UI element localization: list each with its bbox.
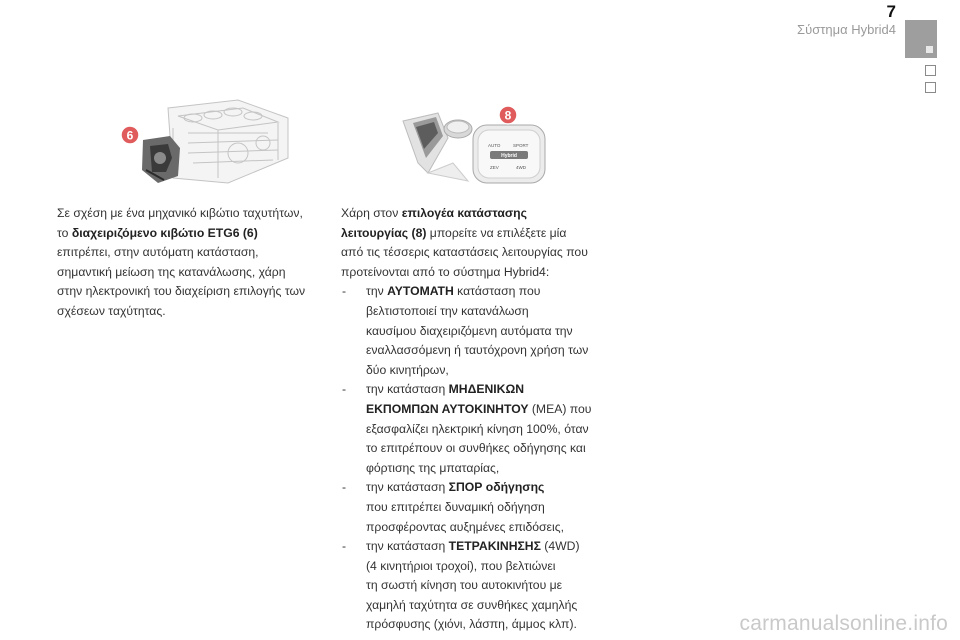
- badge-6-icon: [121, 126, 139, 144]
- intro-line-2: λειτουργίας (8) μπορείτε να επιλέξετε μία: [341, 225, 567, 240]
- engine-gearbox-illustration: [118, 98, 298, 193]
- item1-line-1: την ΑΥΤΟΜΑΤΗ κατάσταση που: [366, 284, 541, 299]
- list-item-zev: [341, 380, 631, 478]
- item4-line-3: τη σωστή κίνηση του αυτοκινήτου με: [366, 578, 563, 593]
- item3-line-3: προσφέροντας αυξημένες επιδόσεις,: [366, 519, 564, 534]
- item4-line-5: πρόσφυσης (χιόνι, λάσπη, άμμος κλπ).: [366, 617, 577, 632]
- item3-line-1: την κατάσταση ΣΠΟΡ οδήγησης: [366, 480, 545, 495]
- intro-line-4: προτείνονται από το σύστημα Hybrid4:: [341, 264, 550, 279]
- left-column: [57, 204, 327, 322]
- intro-line-1: Χάρη στον επιλογέα κατάστασης: [341, 206, 527, 220]
- left-line-5: στην ηλεκτρονική του διαχείριση επιλογής των: [57, 284, 306, 299]
- mode-zev-label-1: ΜΗΔΕΝΙΚΩΝ: [448, 382, 525, 397]
- mode-selector-illustration: [398, 103, 568, 188]
- mode-sport-label: ΣΠΟΡ οδήγησης: [448, 480, 545, 495]
- list-item-sport: [341, 478, 631, 537]
- running-title: Σύστημα Hybrid4: [797, 22, 896, 37]
- gearbox-actuator: [142, 136, 180, 183]
- selector-term-1: επιλογέα κατάστασης: [401, 206, 527, 220]
- svg-text:Hybrid: Hybrid: [501, 153, 517, 159]
- item2-line-1: την κατάσταση ΜΗΔΕΝΙΚΩΝ: [366, 382, 525, 397]
- left-line-2: το διαχειριζόμενο κιβώτιο ETG6 (6): [57, 225, 258, 240]
- item3-line-2: που επιτρέπει δυναμική οδήγηση: [366, 499, 545, 514]
- svg-text:SPORT: SPORT: [513, 143, 529, 148]
- svg-text:6: 6: [126, 128, 134, 143]
- bullet-dash: -: [342, 382, 347, 397]
- intro-line-3: από τις τέσσερις καταστάσεις λειτουργίας που: [341, 245, 588, 260]
- selector-dial: [473, 125, 545, 183]
- item4-line-4: χαμηλή ταχύτητα σε συνθήκες χαμηλής: [366, 597, 578, 612]
- gearbox-term: διαχειριζόμενο κιβώτιο ETG6 (6): [71, 225, 258, 240]
- item1-line-2: βελτιστοποιεί την κατανάλωση: [366, 303, 529, 318]
- svg-text:8: 8: [504, 108, 512, 123]
- svg-text:AUTO: AUTO: [488, 143, 501, 148]
- item4-line-2: (4 κινητήριοι τροχοί), που βελτιώνει: [366, 558, 556, 573]
- bullet-dash: -: [342, 539, 347, 554]
- bullet-dash: -: [342, 480, 347, 495]
- nav-box-2[interactable]: [925, 82, 936, 93]
- item2-line-5: φόρτισης της μπαταρίας,: [366, 460, 500, 475]
- left-line-3: επιτρέπει, στην αυτόματη κατάσταση,: [57, 245, 259, 260]
- badge-8-icon: [499, 106, 517, 124]
- item2-line-2: ΕΚΠΟΜΠΩΝ ΑΥΤΟΚΙΝΗΤΟΥ (ΜΕΑ) που: [366, 401, 592, 416]
- mode-zev-label-2: ΕΚΠΟΜΠΩΝ ΑΥΤΟΚΙΝΗΤΟΥ: [366, 401, 529, 416]
- item1-line-3: καυσίμου διαχειριζόμενη αυτόματα την: [366, 323, 573, 338]
- left-line-1: Σε σχέση με ένα μηχανικό κιβώτιο ταχυτήτων,: [57, 206, 303, 220]
- mode-4wd-label: ΤΕΤΡΑΚΙΝΗΣΗΣ: [448, 539, 541, 554]
- list-item-auto: [341, 282, 631, 380]
- page-number: 7: [886, 2, 896, 21]
- svg-text:4WD: 4WD: [516, 165, 526, 170]
- corner-tab[interactable]: [905, 20, 937, 58]
- item2-line-3: εξασφαλίζει ηλεκτρική κίνηση 100%, όταν: [366, 421, 589, 436]
- right-column: [341, 204, 631, 635]
- item1-line-4: εναλλασσόμενη ή ταυτόχρονη χρήση των: [366, 343, 589, 358]
- mode-auto-label: ΑΥΤΟΜΑΤΗ: [387, 284, 454, 299]
- watermark: carmanualsonline.info: [739, 612, 948, 635]
- item4-line-1: την κατάσταση ΤΕΤΡΑΚΙΝΗΣΗΣ (4WD): [366, 539, 580, 554]
- corner-tab-marker: [926, 46, 933, 53]
- bullet-dash: -: [342, 284, 347, 299]
- left-line-4: σημαντική μείωση της κατανάλωσης, χάρη: [57, 264, 286, 279]
- selector-knob: [444, 120, 472, 138]
- item1-line-5: δύο κινητήρων,: [366, 362, 449, 377]
- svg-text:ZEV: ZEV: [490, 165, 499, 170]
- item2-line-4: το επιτρέπουν οι συνθήκες οδήγησης και: [366, 441, 586, 456]
- nav-box-1[interactable]: [925, 65, 936, 76]
- selector-term-2: λειτουργίας (8): [341, 225, 427, 240]
- left-line-6: σχέσεων ταχύτητας.: [57, 303, 166, 318]
- list-item-4wd: [341, 537, 631, 635]
